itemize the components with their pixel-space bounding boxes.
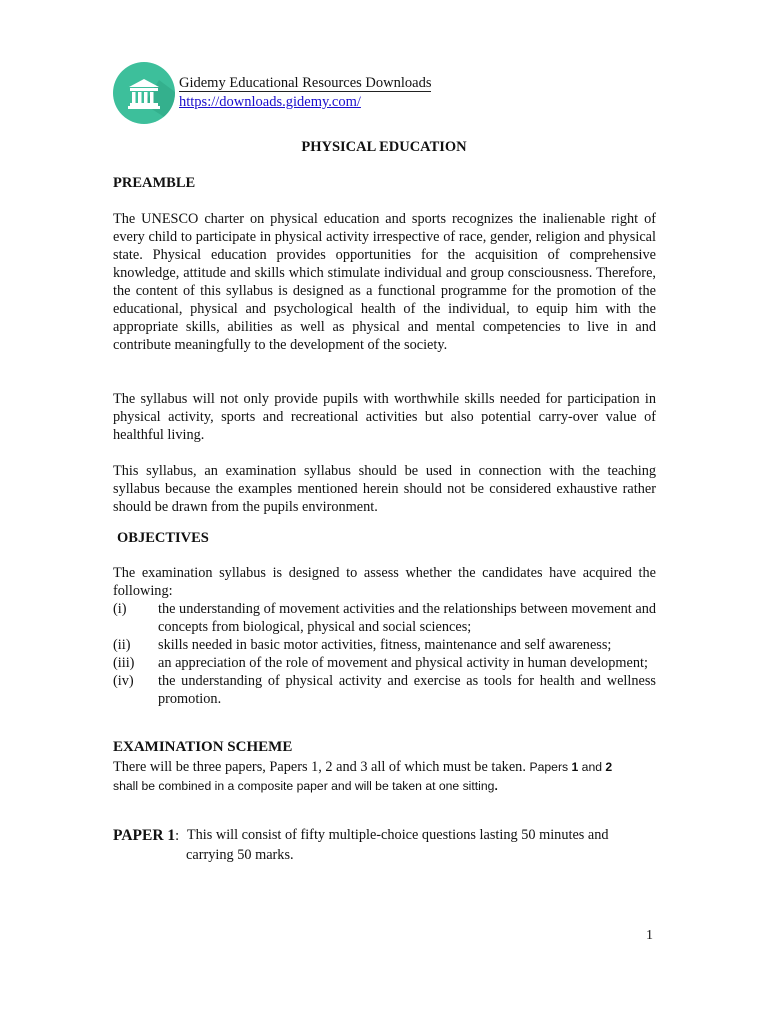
- list-item-number: (i): [113, 601, 127, 617]
- paper-1-text: This will consist of fifty multiple-choice questions lasting 50 minutes and: [186, 827, 609, 843]
- list-item-text: the understanding of movement activities and the relationships between movement and concepts from biological, physical and social sciences;: [158, 601, 656, 635]
- objectives-list: [113, 600, 656, 708]
- preamble-paragraph-2: The syllabus will not only provide pupils with worthwhile skills needed for participation in physical activity, sports and recreational activities but also potential carry-over value of healthful living.: [113, 391, 656, 443]
- preamble-heading: PREAMBLE: [113, 175, 196, 191]
- examination-scheme-heading: EXAMINATION SCHEME: [113, 739, 293, 755]
- objectives-heading: OBJECTIVES: [117, 530, 209, 546]
- list-item: [113, 636, 656, 654]
- site-title: Gidemy Educational Resources Downloads: [179, 75, 432, 91]
- document-title: PHYSICAL EDUCATION: [301, 139, 467, 155]
- preamble-paragraph-1: The UNESCO charter on physical education and sports recognizes the inalienable right of every child to participate in physical activity irrespective of race, gender, religion and physical state. Physical education provides opportunities for the acquisition of comprehensive knowledge, attitude and skills which stimulate individual and group consciousness. Therefore, the content of this syllabus is designed as a functional programme for the promotion of the educational, physical and psychological health of the individual, to equip him with the appropriate skills, abilities as well as physical and mental competencies to live in and contribute meaningfully to the development of the society.: [113, 211, 656, 353]
- composite-paper-note: Papers 1 and 2 shall be combined in a composite paper and will be taken at one sitting.: [113, 760, 613, 793]
- paper-1-section: [113, 826, 656, 865]
- list-item: [113, 654, 656, 672]
- preamble-paragraph-3: This syllabus, an examination syllabus should be used in connection with the teaching syllabus because the examples mentioned herein should not be considered exhaustive rather should be drawn from the pupils environment.: [113, 463, 656, 515]
- list-item: [113, 672, 656, 708]
- list-item-text: the understanding of physical activity and exercise as tools for health and wellness promotion.: [158, 673, 656, 707]
- list-item: [113, 600, 656, 636]
- page-number: 1: [646, 928, 653, 943]
- list-item-number: (ii): [113, 637, 131, 653]
- paper-1-label: PAPER 1:: [113, 827, 180, 844]
- list-item-text: skills needed in basic motor activities, fitness, maintenance and self awareness;: [158, 637, 612, 653]
- examination-scheme-text: There will be three papers, Papers 1, 2 and 3 all of which must be taken. Papers 1 and 2 shall be combined in a composite paper and will be taken at one sitting.: [113, 759, 613, 793]
- objectives-intro: The examination syllabus is designed to assess whether the candidates have acquired the following:: [113, 565, 656, 599]
- list-item-text: an appreciation of the role of movement and physical activity in human development;: [158, 655, 648, 671]
- institution-building-icon: [113, 62, 175, 124]
- paper-1-text-continued: carrying 50 marks.: [186, 847, 294, 863]
- header: [179, 74, 431, 112]
- list-item-number: (iii): [113, 655, 135, 671]
- list-item-number: (iv): [113, 673, 134, 689]
- site-link[interactable]: https://downloads.gidemy.com/: [179, 94, 361, 110]
